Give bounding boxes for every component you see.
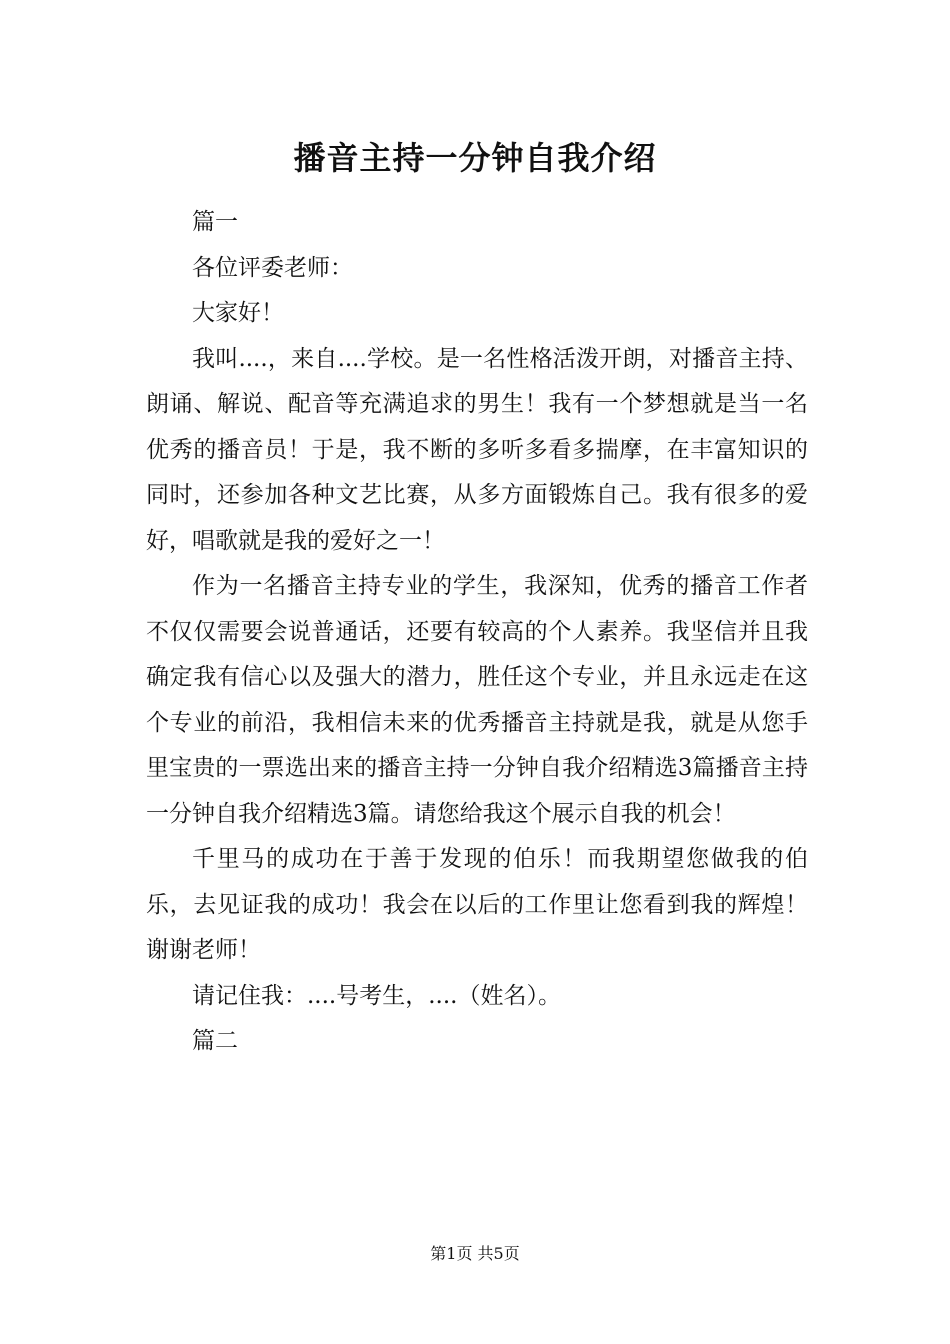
paragraph: 千里马的成功在于善于发现的伯乐！而我期望您做我的伯乐，去见证我的成功！我会在以后的工作里让您看到我的辉煌！谢谢老师！ xyxy=(146,846,808,963)
paragraph: 作为一名播音主持专业的学生，我深知，优秀的播音工作者不仅仅需要会说普通话，还要有较高的个人素养。我坚信并且我确定我有信心以及强大的潜力，胜任这个专业，并且永远走在这个专业的前沿，我相信未来的优秀播音主持就是我，就是从您手里宝贵的一票选出来的播音主持一分钟自我介绍精选3篇播音主持一分钟自我介绍精选3篇。请您给我这个展示自我的机会！ xyxy=(146,573,808,827)
salutation: 各位评委老师： xyxy=(192,254,353,281)
section-heading: 篇一 xyxy=(192,209,238,235)
document-body xyxy=(146,200,808,1065)
document-title: 播音主持一分钟自我介绍 xyxy=(293,139,657,177)
greeting: 大家好！ xyxy=(192,300,284,326)
paragraph: 我叫....，来自....学校。是一名性格活泼开朗，对播音主持、朗诵、解说、配音等充满追求的男生！我有一个梦想就是当一名优秀的播音员！于是，我不断的多听多看多揣摩，在丰富知识的同时，还参加各种文艺比赛，从多方面锻炼自己。我有很多的爱好，唱歌就是我的爱好之一！ xyxy=(146,345,808,554)
page-footer: 第1页 共5页 xyxy=(430,1244,520,1263)
section-heading: 篇二 xyxy=(192,1028,238,1054)
paragraph: 请记住我：....号考生，....（姓名）。 xyxy=(192,982,561,1009)
